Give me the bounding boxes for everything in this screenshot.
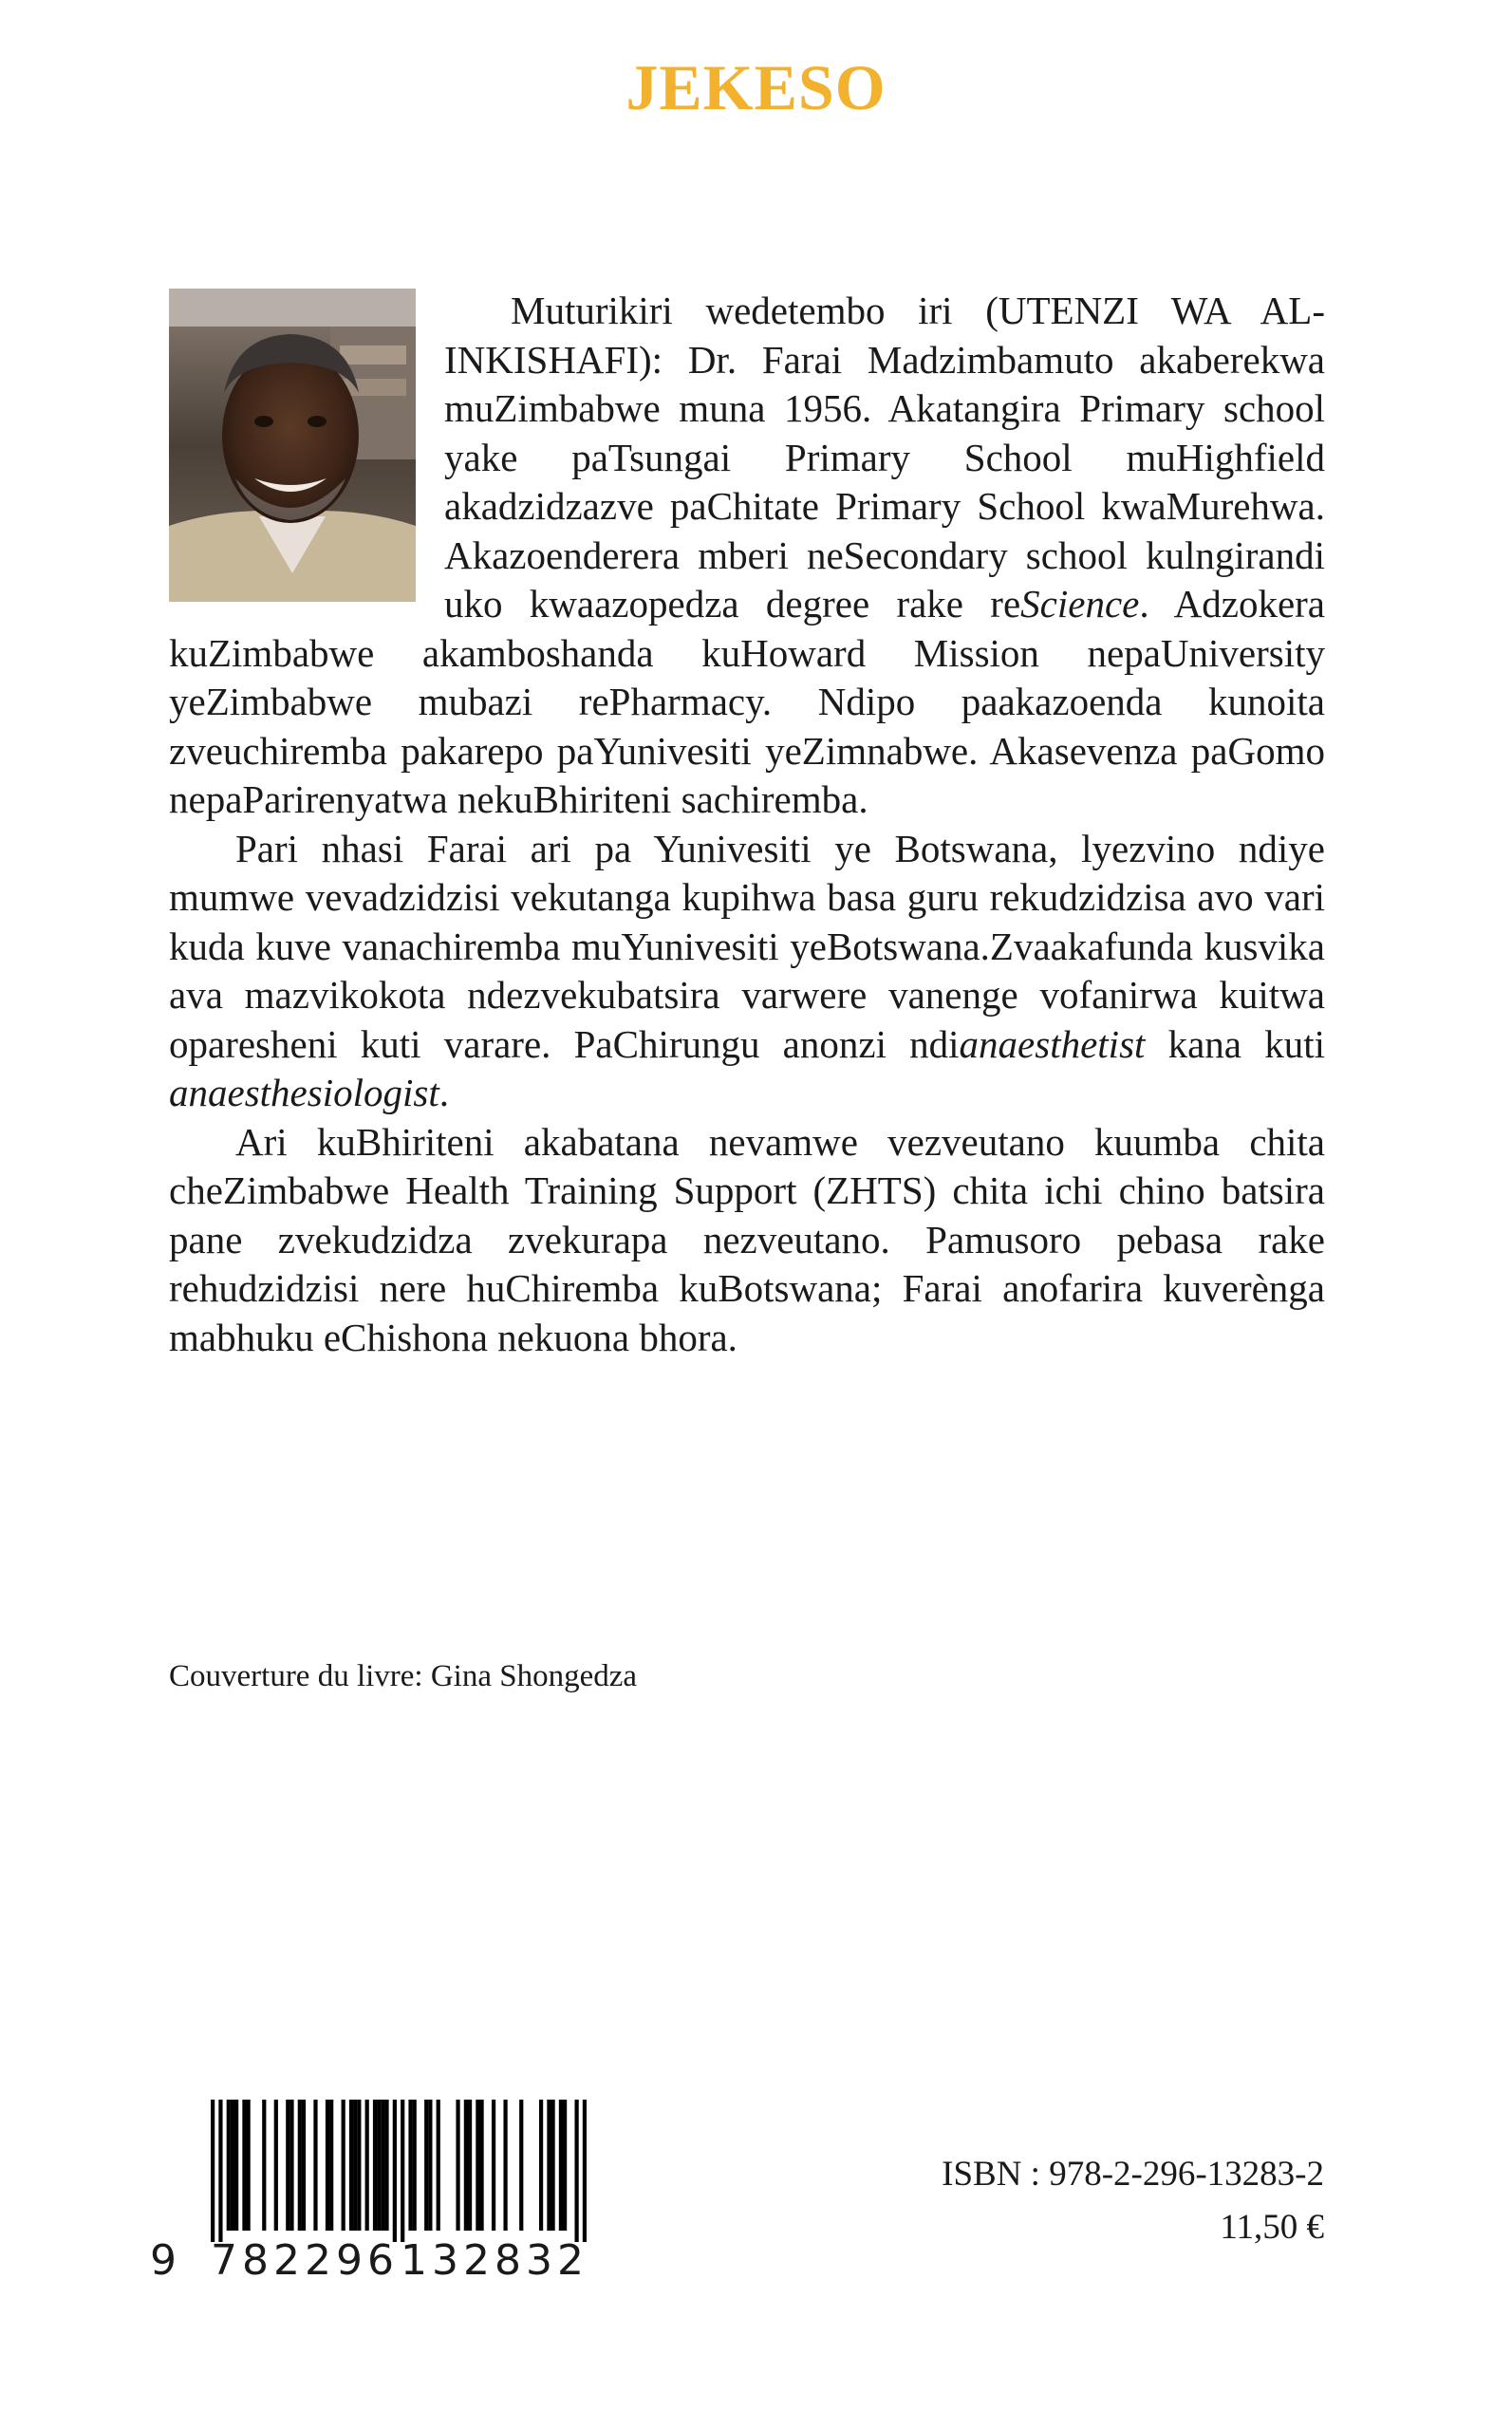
bio-p3-text: Ari kuBhiriteni akabatana nevamwe vezveutano kuumba chita cheZimbabwe Health Training Support (ZHTS) chita ichi chino batsira pane zvekudzidza zvekurapa nezveutano. Pamusoro pebasa rake rehudzidzisi nere huChiremba kuBotswana; Farai anofarira kuverènga mabhuku eChishona nekuona bhora.: [169, 1119, 1325, 1359]
barcode-bar: [437, 2100, 440, 2231]
barcode-guard-bar: [583, 2100, 587, 2242]
barcode-bar: [302, 2100, 306, 2231]
barcode-bar: [539, 2100, 543, 2231]
barcode-bar: [365, 2100, 369, 2231]
barcode-bar: [384, 2100, 388, 2231]
barcode-bar: [547, 2100, 551, 2231]
barcode-bar: [464, 2100, 468, 2231]
barcode-bar: [424, 2100, 428, 2231]
barcode-bar: [559, 2100, 563, 2231]
barcode-bar: [329, 2100, 333, 2231]
barcode-bar: [468, 2100, 472, 2231]
barcode-bar: [357, 2100, 361, 2231]
barcode-bar: [342, 2100, 345, 2231]
barcode-bar: [234, 2100, 238, 2231]
bio-p2-text-c: .: [439, 1071, 449, 1114]
barcode-bar: [274, 2100, 278, 2231]
barcode: [211, 2100, 587, 2242]
barcode-bar: [456, 2100, 459, 2231]
author-portrait-image: [169, 289, 416, 602]
barcode-bar: [313, 2100, 317, 2231]
author-photo: [169, 289, 416, 602]
barcode-group-1: 782296: [211, 2236, 399, 2285]
barcode-bar: [492, 2100, 495, 2231]
barcode-guard-bar: [218, 2100, 222, 2242]
barcode-bar: [242, 2100, 246, 2231]
barcode-bar: [262, 2100, 266, 2231]
barcode-bar: [551, 2100, 554, 2231]
price: 11,50 €: [1220, 2208, 1324, 2247]
barcode-bar: [519, 2100, 523, 2231]
bio-p1-italic-science: Science: [1020, 582, 1140, 626]
barcode-group-2: 132832: [401, 2236, 588, 2285]
barcode-bar: [227, 2100, 231, 2231]
bio-p1-text-b: . Adzokera kuZimbabwe akamboshanda kuHoward Mission nepaUniversity yeZimbabwe mubazi rePharmacy. Ndipo paakazoenda kunoita zveuchiremba pakarepo paYunivesiti yeZimnabwe. Akasevenza paGomo nepaParirenyatwa nekuBhiriteni sachiremba.: [169, 582, 1325, 821]
bio-p2-italic-anaesthetist: anaesthetist: [959, 1021, 1146, 1066]
barcode-bar: [408, 2100, 412, 2231]
barcode-guard-bar: [393, 2100, 397, 2242]
barcode-bar: [231, 2100, 234, 2231]
barcode-bar: [381, 2100, 384, 2231]
barcode-bar: [349, 2100, 353, 2231]
book-title: JEKESO: [625, 51, 887, 123]
cover-credit: Couverture du livre: Gina Shongedza: [169, 1659, 638, 1693]
barcode-guard-bar: [211, 2100, 215, 2242]
barcode-bar: [428, 2100, 432, 2231]
barcode-bar: [289, 2100, 293, 2231]
barcode-bar: [298, 2100, 302, 2231]
barcode-bar: [503, 2100, 507, 2231]
bio-paragraph-2: [169, 825, 1325, 1118]
bio-p2-text-a: Pari nhasi Farai ari pa Yunivesiti ye Botswana, lyezvino ndiye mumwe vevadzidzisi vekutanga kupihwa basa guru rekudzidzisa avo vari kuda kuve vanachiremba muYunivesiti yeBotswana.Zvaakafunda kusvika ava mazvikokota ndezvekubatsira varwere vanenge vofanirwa kuitwa oparesheni kuti varare. PaChirungu anonzi ndi: [169, 826, 1325, 1066]
bio-p2-italic-anaesthesiologist: anaesthesiologist: [169, 1071, 439, 1114]
barcode-bar: [479, 2100, 483, 2231]
barcode-bar: [373, 2100, 377, 2231]
barcode-bar: [353, 2100, 357, 2231]
barcode-bar: [377, 2100, 381, 2231]
barcode-bar: [286, 2100, 289, 2231]
barcode-lead-digit: 9: [150, 2236, 177, 2285]
bio-p1-text-a: Muturikiri wedetembo iri (UTENZI WA AL-INKISHAFI): Dr. Farai Madzimbamuto akaberekwa muZimbabwe muna 1956. Akatangira Primary school yake paTsungai Primary School muHighfield akadzidzazve paChitate Primary School kwaMurehwa. Akazoenderera mberi neSecondary school kulngirandi uko kwaazopedza degree rake re: [444, 289, 1325, 626]
barcode-digits: [150, 2236, 596, 2286]
bio-p2-text-b: kana kuti: [1145, 1021, 1325, 1066]
author-bio: [169, 287, 1325, 1362]
barcode-bar: [563, 2100, 567, 2231]
barcode-bar: [326, 2100, 329, 2231]
isbn: ISBN : 978-2-296-13283-2: [942, 2155, 1324, 2194]
barcode-guard-bar: [401, 2100, 404, 2242]
barcode-bar: [476, 2100, 479, 2231]
bio-paragraph-3: [169, 1118, 1325, 1363]
barcode-bar: [413, 2100, 417, 2231]
barcode-guard-bar: [574, 2100, 578, 2242]
barcode-bar: [247, 2100, 251, 2231]
